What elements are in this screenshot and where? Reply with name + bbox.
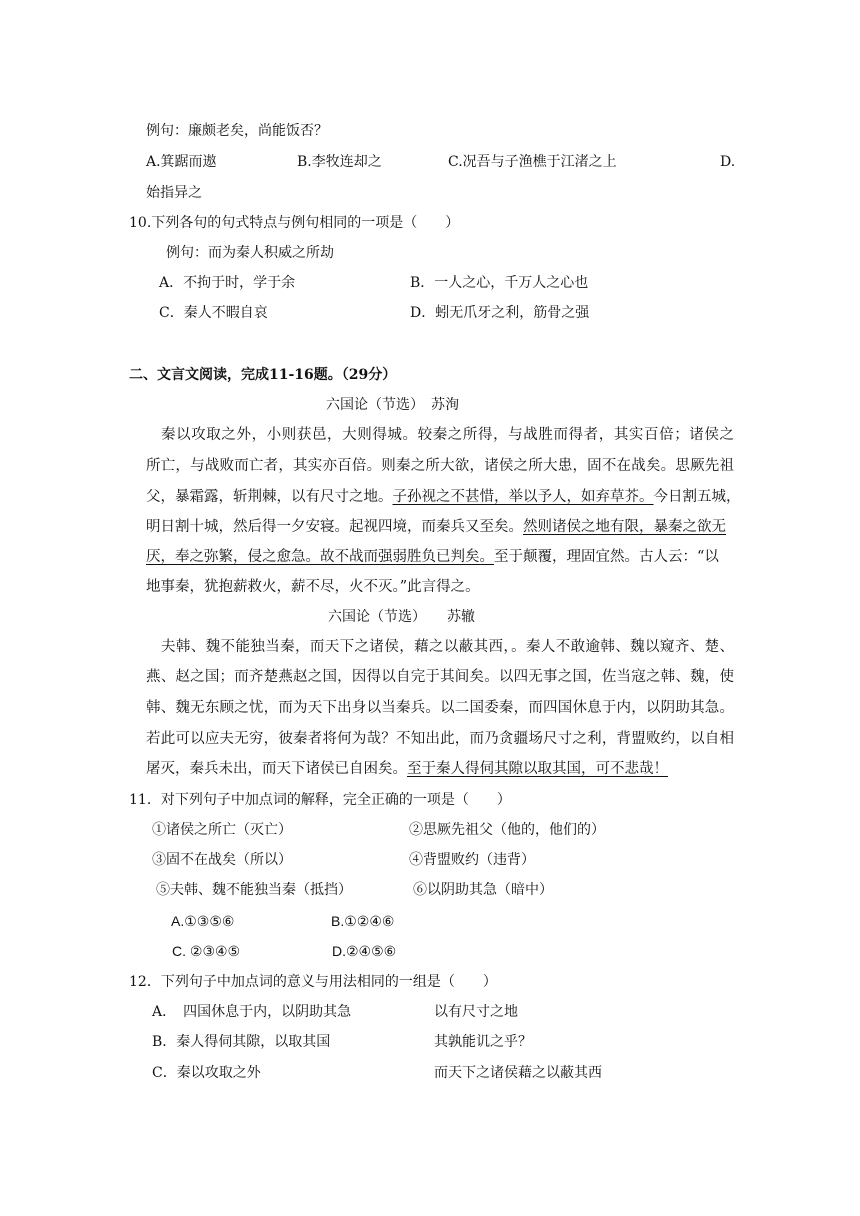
q9-option-b: B.李牧连却之 — [297, 154, 382, 170]
q11-item: ②思厥先祖父（他的，他们的） — [409, 822, 605, 838]
q11-item: ⑤夫韩、魏不能独当秦（抵挡） — [156, 882, 352, 898]
passage1-underlined: 厌，奉之弥繁，侵之愈急。故不战而强弱胜负已判矣。 — [146, 549, 494, 565]
q9-example: 例句：廉颇老矣，尚能饭否？ — [146, 123, 328, 139]
passage2-title: 六国论（节选） 苏辙 — [328, 609, 475, 625]
passage1-segment: 明日割十城，然后得一夕安寝。起视四境，而秦兵又至矣。 — [146, 519, 523, 535]
q12-option-c-left: C．秦以攻取之外 — [152, 1065, 261, 1081]
q12-option-a-left: A． 四国休息于内，以阴助其急 — [152, 1004, 352, 1020]
q9-option-c: C.况吾与子渔樵于江渚之上 — [448, 154, 617, 170]
q11-item: ③固不在战矣（所以） — [152, 852, 292, 868]
passage1-line — [146, 517, 734, 537]
passage1-segment: 至于颠覆，理固宜然。古人云：“以 — [494, 549, 719, 565]
q11-item: ④背盟败约（违背） — [409, 852, 535, 868]
passage2-line: 韩、魏无东顾之忧，而为天下出身以当秦兵。以二国委秦，而四国休息于内，以阴助其急。 — [146, 700, 734, 716]
q12-stem: 12．下列句子中加点词的意义与用法相同的一组是（ ） — [129, 974, 497, 990]
q12-option-b-right: 其孰能讥之乎？ — [434, 1034, 532, 1050]
passage1-line — [146, 547, 734, 567]
q10-stem: 10.下列各句的句式特点与例句相同的一项是（ ） — [129, 215, 460, 231]
q10-option-b: B．一人之心，千万人之心也 — [410, 275, 589, 291]
q11-option-d: D.②④⑤⑥ — [332, 943, 397, 959]
q10-example: 例句：而为秦人积威之所劫 — [166, 245, 334, 261]
q11-option-c: C. ②③④⑤ — [172, 943, 241, 959]
passage2-line: 燕、赵之国；而齐楚燕赵之国，因得以自完于其间矣。以四无事之国，佐当寇之韩、魏，使 — [146, 669, 734, 685]
q9-option-d-continued: 始指异之 — [146, 185, 202, 201]
passage1-title: 六国论（节选） 苏洵 — [326, 397, 459, 413]
q12-option-a-right: 以有尺寸之地 — [434, 1004, 518, 1020]
passage2-line: 夫韩、魏不能独当秦，而天下之诸侯，藉之以蔽其西，。秦人不敢逾韩、魏以窥齐、楚、 — [161, 639, 734, 655]
passage1-line — [146, 487, 741, 507]
passage2-underlined: 至于秦人得伺其隙以取其国，可不悲哉！ — [407, 761, 668, 777]
passage1-segment: 父，暴霜露，斩荆棘，以有尺寸之地。 — [146, 489, 393, 505]
passage2-line — [146, 759, 734, 779]
passage1-segment: 今日割五城， — [653, 489, 741, 505]
section-heading: 二、文言文阅读，完成11-16题。（29分） — [129, 367, 397, 383]
q11-item: ⑥以阴助其急（暗中） — [413, 882, 553, 898]
passage2-line: 若此可以应夫无穷，彼秦者将何为哉？不知出此，而乃贪疆场尺寸之利，背盟败约，以自相 — [146, 731, 734, 747]
q9-option-d: D. — [720, 154, 736, 170]
passage1-line: 秦以攻取之外，小则获邑，大则得城。较秦之所得，与战胜而得者，其实百倍；诸侯之 — [161, 427, 734, 443]
q11-stem: 11．对下列句子中加点词的解释，完全正确的一项是（ ） — [129, 792, 511, 808]
passage1-underlined: 子孙视之不甚惜，举以予人，如弃草芥。 — [392, 489, 654, 505]
q12-option-b-left: B．秦人得伺其隙，以取其国 — [152, 1034, 331, 1050]
q10-option-d: D．蚓无爪牙之利，筋骨之强 — [410, 305, 590, 321]
q9-option-a: A.箕踞而遨 — [146, 154, 217, 170]
q11-option-a: A.①③⑤⑥ — [171, 913, 235, 929]
q11-item: ①诸侯之所亡（灭亡） — [152, 822, 292, 838]
q10-option-a: A．不拘于时，学于余 — [159, 275, 296, 291]
passage1-line: 地事秦，犹抱薪救火，薪不尽，火不灭。”此言得之。 — [146, 579, 480, 595]
passage2-segment: 屠灭，秦兵未出，而天下诸侯已自困矣。 — [146, 761, 407, 777]
q10-option-c: C．秦人不暇自哀 — [159, 305, 268, 321]
passage1-underlined: 然则诸侯之地有限，暴秦之欲无 — [523, 519, 726, 535]
q12-option-c-right: 而天下之诸侯藉之以蔽其西 — [434, 1065, 602, 1081]
passage1-line: 所亡，与战败而亡者，其实亦百倍。则秦之所大欲，诸侯之所大患，固不在战矣。思厥先祖 — [146, 458, 734, 474]
q11-option-b: B.①②④⑥ — [331, 913, 395, 929]
